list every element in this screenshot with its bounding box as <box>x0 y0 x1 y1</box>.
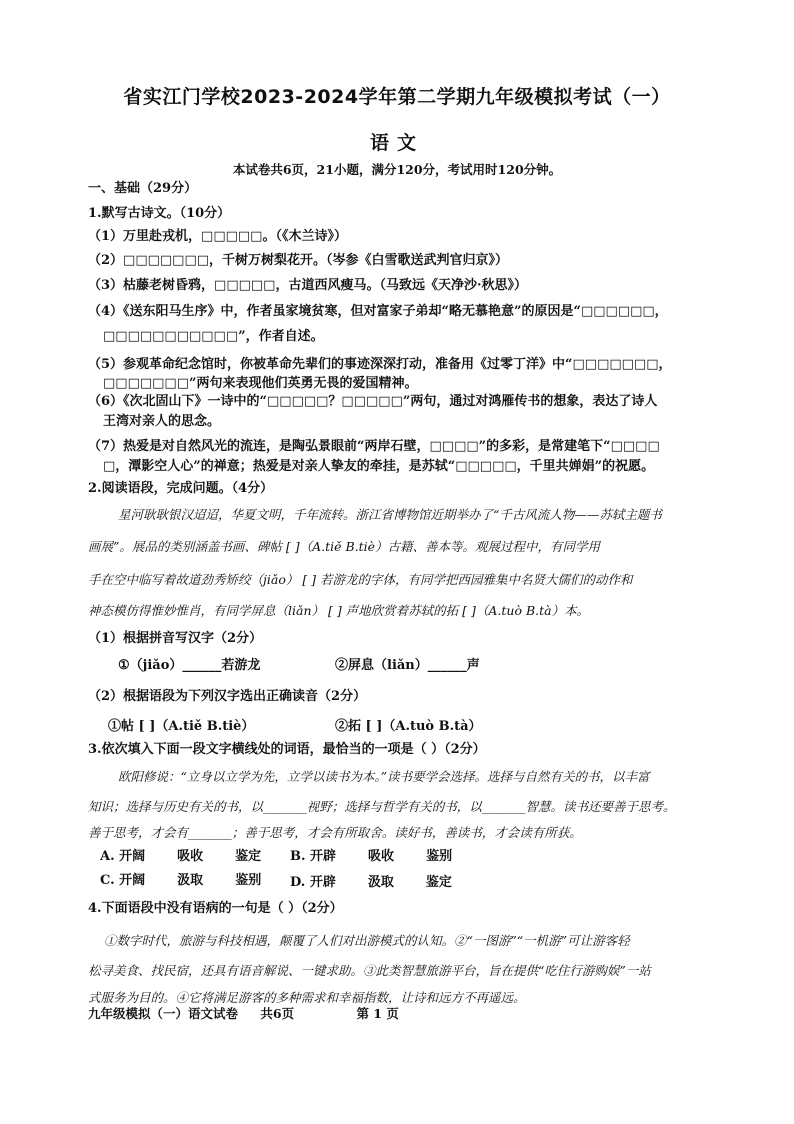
q1-item: （6）《次北固山下》一诗中的“□□□□□？□□□□□”两句，通过对鸿雁传书的想象，表达了诗人 <box>88 394 658 409</box>
option-word: 鉴别 <box>426 849 453 864</box>
option-label: A. 开阔 <box>100 849 146 864</box>
option-word: 鉴定 <box>425 875 452 890</box>
q1-item: （2）□□□□□□□，千树万树梨花开。（岑参《白雪歌送武判官归京》） <box>88 253 509 268</box>
q1-item-cont: 王湾对亲人的思念。 <box>103 414 221 429</box>
exam-intro: 本试卷共6页，21小题，满分120分，考试用时120分钟。 <box>232 162 562 177</box>
option-word: 鉴定 <box>235 849 262 864</box>
q3-option-b <box>290 846 794 868</box>
q2-passage-line: 星河耿耿银汉迢迢，华夏文明，千年流转。浙江省博物馆近期举办了“千古风流人物——苏轼主题书 <box>118 507 662 522</box>
option-word: 鉴别 <box>235 873 262 888</box>
q2-sub-1: （1）根据拼音写汉字（2分） <box>88 631 263 646</box>
q2-sub-2-item: ②拓 [ ]（A.tuò B.tà） <box>335 719 482 734</box>
q4-passage-line: ①数字时代，旅游与科技相遇，颠覆了人们对出游模式的认知。②“一图游”“一机游”可让游客轻 <box>104 933 630 948</box>
q1-item: （3）枯藤老树昏鸦，□□□□□，古道西风瘦马。（马致远《天净沙·秋思》） <box>88 278 527 293</box>
option-word: 吸收 <box>368 849 395 864</box>
footer-total-pages: 共6页 <box>260 1006 295 1021</box>
q1-item: （1）万里赴戎机，□□□□□。（《木兰诗》） <box>88 229 347 244</box>
q2-sub-1-item: ②屏息（liǎn）______声 <box>335 658 480 673</box>
q1-item: （7）热爱是对自然风光的流连，是陶弘景眼前“两岸石壁，□□□□”的多彩，是常建笔下“□□□□ <box>88 439 660 454</box>
page-footer <box>88 1004 728 1022</box>
option-word: 吸收 <box>177 849 204 864</box>
option-label: C. 开阔 <box>100 873 146 888</box>
q2-passage-line: 手在空中临写着故道劲秀矫绞（jiǎo） [ ] 若游龙的字体，有同学把西园雅集中名贤大儒们的动作和 <box>88 572 633 587</box>
question-3-heading: 3.依次填入下面一段文字横线处的词语，最恰当的一项是（ ）（2分） <box>88 742 486 757</box>
question-4-heading: 4.下面语段中没有语病的一句是（ ）（2分） <box>88 901 343 916</box>
q3-option-d <box>290 872 794 894</box>
exam-title: 省实江门学校2023-2024学年第二学期九年级模拟考试（一） <box>123 86 671 108</box>
q3-passage-line: 知识；选择与历史有关的书，以_______视野；选择与哲学有关的书，以_______智慧。读书还要善于思考。 <box>88 799 676 814</box>
q2-passage-line: 画展”。展品的类别涵盖书画、碑帖 [ ]（A.tiě B.tiè）古籍、善本等。观展过程中，有同学用 <box>88 539 601 554</box>
q2-sub-2: （2）根据语段为下列汉字选出正确读音（2分） <box>88 689 367 704</box>
footer-page-number: 第 1 页 <box>356 1006 399 1021</box>
option-word: 汲取 <box>177 873 204 888</box>
q3-passage-line: 善于思考，才会有_______；善于思考，才会有所取舍。读好书，善读书，才会读有所获。 <box>88 825 582 840</box>
q4-passage-line: 松寻美食、找民宿，还具有语音解说、一键求助。③此类智慧旅游平台，旨在提供“吃住行游购娱”一站 <box>88 963 651 978</box>
q1-item: （5）参观革命纪念馆时，你被革命先辈们的事迹深深打动，准备用《过零丁洋》中“□□□□□□□， <box>88 357 672 372</box>
question-1-heading: 1.默写古诗文。（10分） <box>88 206 231 221</box>
footer-exam-name: 九年级模拟（一）语文试卷 <box>88 1006 239 1021</box>
section-heading: 一、基础（29分） <box>88 181 198 196</box>
q2-sub-1-item: ①（jiǎo）______若游龙 <box>118 658 261 673</box>
option-label: B. 开辟 <box>290 849 337 864</box>
question-2-heading: 2.阅读语段，完成问题。（4分） <box>88 481 274 496</box>
subject-title: 语文 <box>369 132 424 154</box>
option-word: 汲取 <box>367 875 394 890</box>
q2-sub-2-item: ①帖 [ ]（A.tiě B.tiè） <box>108 719 255 734</box>
q4-passage-line: 式服务为目的。④它将满足游客的多种需求和幸福指数，让诗和远方不再遥远。 <box>88 990 526 1005</box>
q2-passage-line: 神态模仿得惟妙惟肖，有同学屏息（liǎn） [ ] 声地欣赏着苏轼的拓 [ ]（A.tuò B.tà）本。 <box>88 603 590 618</box>
option-label: D. 开辟 <box>290 875 336 890</box>
q1-item-cont: □，潭影空人心”的禅意；热爱是对亲人挚友的牵挂，是苏轼“□□□□□，千里共婵娟”的祝愿。 <box>103 459 655 474</box>
q1-item-cont: □□□□□□□”两句来表现他们英勇无畏的爱国精神。 <box>103 376 418 391</box>
q1-item-cont: □□□□□□□□□□□”，作者自述。 <box>103 329 324 344</box>
q3-passage-line: 欧阳修说：“立身以立学为先，立学以读书为本。”读书要学会选择。选择与自然有关的书，以丰富 <box>118 769 650 784</box>
q1-item: （4）《送东阳马生序》中，作者虽家境贫寒，但对富家子弟却“略无慕艳意”的原因是“□□□□□□， <box>88 304 668 319</box>
